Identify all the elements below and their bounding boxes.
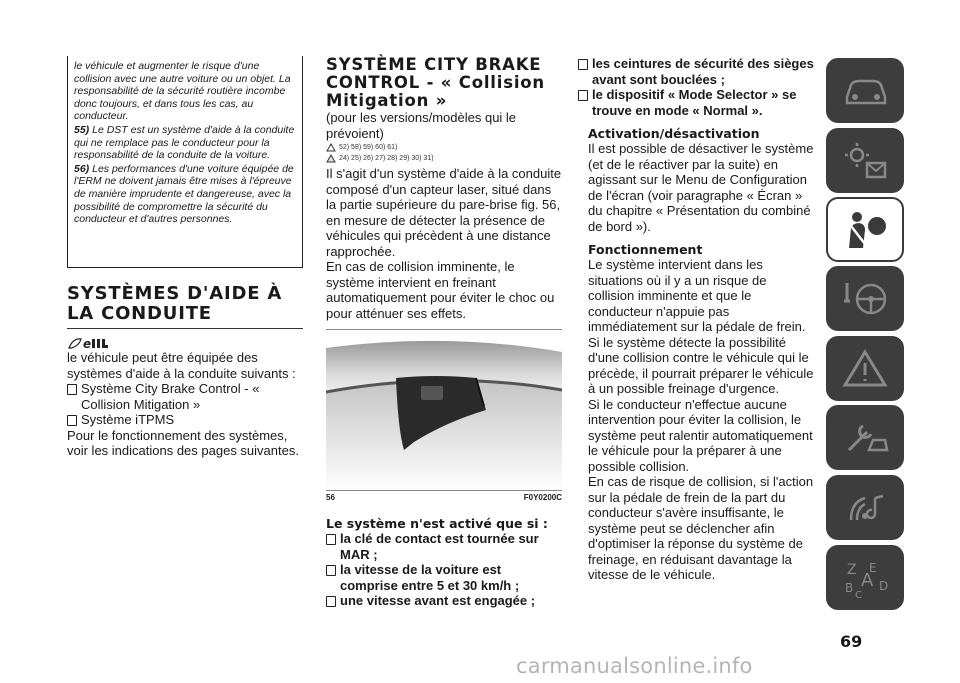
tab-safety[interactable] [826,197,904,262]
fonc-p3: Si le conducteur n'effectue aucune intervention pour éviter la collision, le système peut ralentir automatiquement le véhicule pour la préparer à une possible collision. [588,396,813,474]
figure-caption [326,493,562,502]
cbc-p1: Il s'agit d'un système d'aide à la conduite composé d'un capteur laser, situé dans la partie supérieure du pare-brise fig. 56, en mesure de détecter la présence de véhicules qui précèdent à une distance rapprochée. [326,166,562,259]
eco-icon [67,336,303,350]
tab-dashboard-warnings[interactable] [826,128,904,193]
car-icon [839,69,891,113]
column-3 [578,56,816,583]
section-title: SYSTÈMES D'AIDE À LA CONDUITE [67,283,283,324]
tab-maintenance[interactable] [826,405,904,470]
svg-text:C: C [855,589,862,600]
list-item: une vitesse avant est engagée ; [326,593,562,609]
note-intro: le véhicule et augmenter le risque d'une collision avec une autre voiture ou un objet. La responsabilité de la sécurité routière incombe donc toujours, et dans tous les cas, au conducteur. [74,60,291,123]
activation-text: Il est possible de désactiver le système (et de le réactiver par la suite) en agissant sur le Menu de Configuration de l'écran (voir paragraphe « Écran » du chapitre « Présentation du combiné de bord »). [588,141,814,234]
dashboard-warning-icon [839,139,891,183]
activation-head: Activation/désactivation [588,126,760,141]
watermark: carmanualsonline.info [516,654,753,678]
fonc-p1: Le système intervient dans les situations où il y a un risque de collision imminente et que le conducteur n'appuie pas immédiatement sur la pédale de frein. [588,257,806,334]
list-item: la vitesse de la voiture est comprise entre 5 et 30 km/h ; [326,562,562,593]
list-item: le dispositif « Mode Selector » se trouve en mode « Normal ». [578,87,816,118]
fonc-p4: En cas de risque de collision, si l'action sur la pédale de frein de la part du conducteur s'avère insuffisante, le système peut se déclencher afin d'optimiser la réponse du système de freinage, en réduisant davantage la vitesse de le véhicule. [588,474,814,582]
figure-bottom-rule [326,490,562,491]
cbc-title: SYSTÈME CITY BRAKE CONTROL - « Collision Mitigation » [326,55,545,110]
fonctionnement-head: Fonctionnement [588,242,703,257]
windshield-sensor-figure [326,330,562,490]
svg-text:D: D [879,578,889,593]
figure-number: 56 [326,493,335,502]
tab-car[interactable] [826,58,904,123]
tab-driving[interactable] [826,266,904,331]
svg-text:Z: Z [847,561,857,578]
alphabet-index-icon [839,556,891,600]
column-2 [326,56,562,609]
warning-triangle-icon [839,347,891,391]
svg-text:B: B [845,580,854,595]
section-outro: Pour le fonctionnement des systèmes, voir les indications des pages suivantes. [67,427,299,458]
tab-emergency[interactable] [826,336,904,401]
fonc-p2: Si le système détecte la possibilité d'une collision contre le véhicule qui le précède, il pourrait préparer le véhicule à un possible freinage d'urgence. [588,334,814,396]
column-1 [67,284,303,459]
section-intro: le véhicule peut être équipée des systèmes d'aide à la conduite suivants : [67,350,296,381]
seatbelt-airbag-icon [839,208,891,252]
refs-notes: 52) 58) 59) 60) 61) [326,143,562,152]
svg-text:e: e [83,337,92,350]
page-number: 69 [840,632,863,651]
note-56: 56) Les performances d'une voiture équipée de l'ERM ne doivent jamais être mises à l'épreuve de manière imprudente et dangereuse, avec la possibilité de compromettre la sécurité du conducteur et d'autres personnes. [74,162,294,226]
list-item: Système City Brake Control - « Collision Mitigation » [67,381,303,412]
list-item: les ceintures de sécurité des sièges avant sont bouclées ; [578,56,816,87]
multimedia-icon [839,486,891,530]
svg-text:E: E [869,560,877,575]
cbc-p2: En cas de collision imminente, le système intervient en freinant automatiquement pour éviter le choc ou pour atténuer ses effets. [326,259,555,321]
active-head: Le système n'est activé que si : [326,516,548,531]
tab-index[interactable] [826,545,904,610]
list-item: Système iTPMS [67,412,303,428]
note-icon [326,143,336,152]
warning-icon [326,154,336,163]
footnote-box [67,56,303,268]
wrench-car-icon [839,416,891,460]
cbc-subtitle: (pour les versions/modèles qui le prévoient) [326,110,517,141]
tab-multimedia[interactable] [826,475,904,540]
svg-text:A: A [861,569,874,591]
figure-code: F0Y0200C [523,493,562,502]
list-item: la clé de contact est tournée sur MAR ; [326,531,562,562]
note-55: 55) Le DST est un système d'aide à la conduite qui ne remplace pas le conducteur pour la responsabilité de la conduite de la voiture. [74,123,295,162]
refs-warnings: 24) 25) 26) 27) 28) 29) 30) 31) [326,154,562,163]
steering-wheel-key-icon [839,277,891,321]
section-rule [67,328,303,329]
